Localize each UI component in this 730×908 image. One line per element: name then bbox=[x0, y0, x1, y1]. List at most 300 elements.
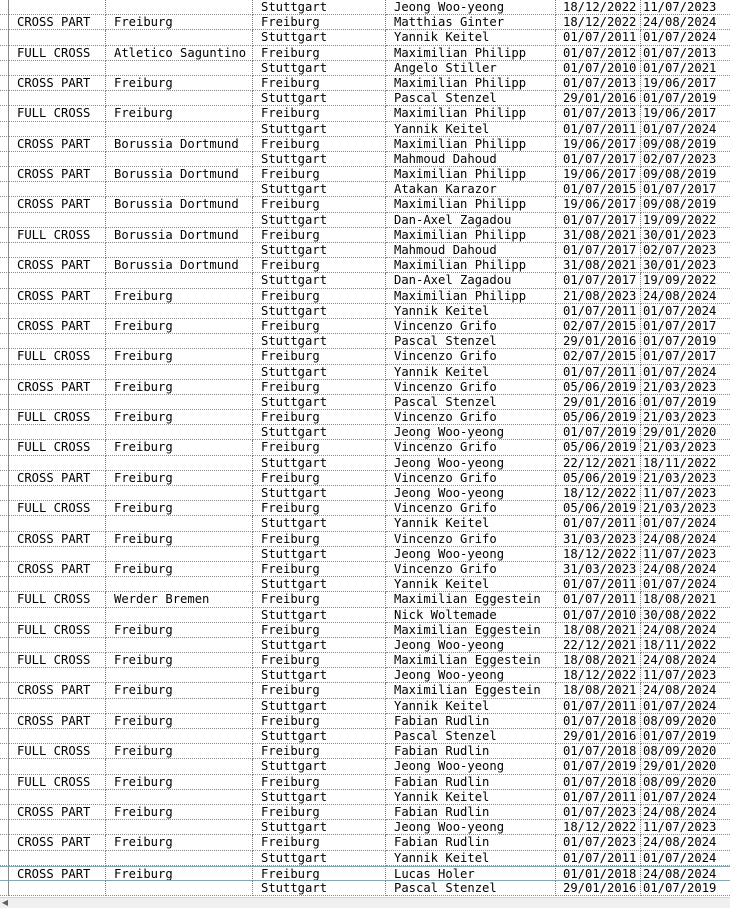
team-cell[interactable] bbox=[106, 273, 253, 288]
end-date-cell[interactable]: 01/07/2024 bbox=[641, 577, 730, 592]
team-cell[interactable]: Freiburg bbox=[106, 76, 253, 91]
row-header[interactable] bbox=[0, 683, 9, 698]
team-cell[interactable] bbox=[106, 668, 253, 683]
player-cell[interactable]: Dan-Axel Zagadou bbox=[386, 273, 556, 288]
team-cell[interactable]: Freiburg bbox=[106, 410, 253, 425]
start-date-cell[interactable]: 29/01/2016 bbox=[556, 729, 641, 744]
table-row[interactable] bbox=[0, 638, 730, 653]
table-row[interactable] bbox=[0, 122, 730, 137]
club-cell[interactable]: Freiburg bbox=[253, 562, 386, 577]
club-cell[interactable]: Stuttgart bbox=[253, 881, 386, 896]
team-cell[interactable]: Borussia Dortmund bbox=[106, 258, 253, 273]
end-date-cell[interactable]: 18/11/2022 bbox=[641, 456, 730, 471]
row-header[interactable] bbox=[0, 197, 9, 212]
table-row[interactable] bbox=[0, 851, 730, 866]
end-date-cell[interactable]: 01/07/2017 bbox=[641, 349, 730, 364]
row-header[interactable] bbox=[0, 91, 9, 106]
end-date-cell[interactable]: 01/07/2013 bbox=[641, 46, 730, 61]
start-date-cell[interactable]: 18/12/2022 bbox=[556, 547, 641, 562]
table-row[interactable] bbox=[0, 729, 730, 744]
end-date-cell[interactable]: 11/07/2023 bbox=[641, 0, 730, 15]
table-row[interactable] bbox=[0, 759, 730, 774]
team-cell[interactable] bbox=[106, 577, 253, 592]
start-date-cell[interactable]: 01/07/2017 bbox=[556, 213, 641, 228]
club-cell[interactable]: Freiburg bbox=[253, 197, 386, 212]
team-cell[interactable] bbox=[106, 30, 253, 45]
player-cell[interactable]: Vincenzo Grifo bbox=[386, 440, 556, 455]
team-cell[interactable]: Freiburg bbox=[106, 532, 253, 547]
start-date-cell[interactable]: 31/03/2023 bbox=[556, 532, 641, 547]
row-header[interactable] bbox=[0, 729, 9, 744]
player-cell[interactable]: Jeong Woo-yeong bbox=[386, 820, 556, 835]
cross-type-cell[interactable]: CROSS PART bbox=[9, 15, 106, 30]
player-cell[interactable]: Jeong Woo-yeong bbox=[386, 486, 556, 501]
start-date-cell[interactable]: 01/07/2012 bbox=[556, 46, 641, 61]
end-date-cell[interactable]: 21/03/2023 bbox=[641, 471, 730, 486]
start-date-cell[interactable]: 01/07/2010 bbox=[556, 61, 641, 76]
player-cell[interactable]: Matthias Ginter bbox=[386, 15, 556, 30]
end-date-cell[interactable]: 01/07/2024 bbox=[641, 516, 730, 531]
club-cell[interactable]: Stuttgart bbox=[253, 425, 386, 440]
player-cell[interactable]: Jeong Woo-yeong bbox=[386, 638, 556, 653]
team-cell[interactable] bbox=[106, 122, 253, 137]
club-cell[interactable]: Stuttgart bbox=[253, 30, 386, 45]
start-date-cell[interactable]: 22/12/2021 bbox=[556, 638, 641, 653]
team-cell[interactable] bbox=[106, 456, 253, 471]
team-cell[interactable]: Borussia Dortmund bbox=[106, 137, 253, 152]
row-header[interactable] bbox=[0, 456, 9, 471]
start-date-cell[interactable]: 02/07/2015 bbox=[556, 349, 641, 364]
row-header[interactable] bbox=[0, 289, 9, 304]
row-header[interactable] bbox=[0, 532, 9, 547]
row-header[interactable] bbox=[0, 76, 9, 91]
end-date-cell[interactable]: 21/03/2023 bbox=[641, 410, 730, 425]
cross-type-cell[interactable] bbox=[9, 759, 106, 774]
player-cell[interactable]: Yannik Keitel bbox=[386, 122, 556, 137]
row-header[interactable] bbox=[0, 851, 9, 866]
player-cell[interactable]: Vincenzo Grifo bbox=[386, 410, 556, 425]
row-header[interactable] bbox=[0, 668, 9, 683]
start-date-cell[interactable]: 29/01/2016 bbox=[556, 395, 641, 410]
table-row[interactable] bbox=[0, 304, 730, 319]
club-cell[interactable]: Freiburg bbox=[253, 15, 386, 30]
club-cell[interactable]: Stuttgart bbox=[253, 273, 386, 288]
player-cell[interactable]: Fabian Rudlin bbox=[386, 775, 556, 790]
end-date-cell[interactable]: 24/08/2024 bbox=[641, 289, 730, 304]
table-row[interactable] bbox=[0, 547, 730, 562]
player-cell[interactable]: Yannik Keitel bbox=[386, 365, 556, 380]
table-row[interactable] bbox=[0, 699, 730, 714]
player-cell[interactable]: Vincenzo Grifo bbox=[386, 501, 556, 516]
start-date-cell[interactable]: 18/12/2022 bbox=[556, 486, 641, 501]
row-header[interactable] bbox=[0, 122, 9, 137]
end-date-cell[interactable]: 01/07/2017 bbox=[641, 319, 730, 334]
player-cell[interactable]: Yannik Keitel bbox=[386, 851, 556, 866]
row-header[interactable] bbox=[0, 0, 9, 15]
end-date-cell[interactable]: 24/08/2024 bbox=[641, 532, 730, 547]
cross-type-cell[interactable]: CROSS PART bbox=[9, 714, 106, 729]
row-header[interactable] bbox=[0, 820, 9, 835]
club-cell[interactable]: Freiburg bbox=[253, 775, 386, 790]
table-row[interactable] bbox=[0, 881, 730, 896]
club-cell[interactable]: Freiburg bbox=[253, 46, 386, 61]
player-cell[interactable]: Maximilian Eggestein bbox=[386, 592, 556, 607]
end-date-cell[interactable]: 01/07/2024 bbox=[641, 851, 730, 866]
table-row[interactable] bbox=[0, 152, 730, 167]
player-cell[interactable]: Maximilian Philipp bbox=[386, 76, 556, 91]
end-date-cell[interactable]: 01/07/2019 bbox=[641, 881, 730, 896]
player-cell[interactable]: Fabian Rudlin bbox=[386, 744, 556, 759]
end-date-cell[interactable]: 09/08/2019 bbox=[641, 167, 730, 182]
row-header[interactable] bbox=[0, 440, 9, 455]
cross-type-cell[interactable] bbox=[9, 334, 106, 349]
team-cell[interactable] bbox=[106, 820, 253, 835]
player-cell[interactable]: Angelo Stiller bbox=[386, 61, 556, 76]
start-date-cell[interactable]: 01/07/2018 bbox=[556, 714, 641, 729]
club-cell[interactable]: Freiburg bbox=[253, 623, 386, 638]
team-cell[interactable] bbox=[106, 729, 253, 744]
end-date-cell[interactable]: 21/03/2023 bbox=[641, 440, 730, 455]
row-header[interactable] bbox=[0, 835, 9, 850]
start-date-cell[interactable]: 05/06/2019 bbox=[556, 501, 641, 516]
club-cell[interactable]: Freiburg bbox=[253, 319, 386, 334]
club-cell[interactable]: Freiburg bbox=[253, 683, 386, 698]
team-cell[interactable]: Freiburg bbox=[106, 835, 253, 850]
row-header[interactable] bbox=[0, 775, 9, 790]
row-header[interactable] bbox=[0, 349, 9, 364]
club-cell[interactable]: Stuttgart bbox=[253, 334, 386, 349]
start-date-cell[interactable]: 18/12/2022 bbox=[556, 668, 641, 683]
start-date-cell[interactable]: 19/06/2017 bbox=[556, 137, 641, 152]
start-date-cell[interactable]: 18/12/2022 bbox=[556, 820, 641, 835]
table-row[interactable] bbox=[0, 380, 730, 395]
start-date-cell[interactable]: 02/07/2015 bbox=[556, 319, 641, 334]
team-cell[interactable] bbox=[106, 790, 253, 805]
player-cell[interactable]: Vincenzo Grifo bbox=[386, 319, 556, 334]
team-cell[interactable]: Freiburg bbox=[106, 501, 253, 516]
table-row[interactable] bbox=[0, 258, 730, 273]
row-header[interactable] bbox=[0, 258, 9, 273]
end-date-cell[interactable]: 01/07/2019 bbox=[641, 395, 730, 410]
table-row[interactable] bbox=[0, 228, 730, 243]
cross-type-cell[interactable]: CROSS PART bbox=[9, 532, 106, 547]
end-date-cell[interactable]: 24/08/2024 bbox=[641, 805, 730, 820]
team-cell[interactable]: Freiburg bbox=[106, 744, 253, 759]
row-header[interactable] bbox=[0, 167, 9, 182]
end-date-cell[interactable]: 19/06/2017 bbox=[641, 76, 730, 91]
team-cell[interactable] bbox=[106, 334, 253, 349]
club-cell[interactable]: Stuttgart bbox=[253, 61, 386, 76]
team-cell[interactable]: Freiburg bbox=[106, 319, 253, 334]
start-date-cell[interactable]: 31/08/2021 bbox=[556, 258, 641, 273]
cross-type-cell[interactable] bbox=[9, 30, 106, 45]
cross-type-cell[interactable] bbox=[9, 790, 106, 805]
cross-type-cell[interactable]: FULL CROSS bbox=[9, 592, 106, 607]
cross-type-cell[interactable]: CROSS PART bbox=[9, 289, 106, 304]
team-cell[interactable] bbox=[106, 486, 253, 501]
end-date-cell[interactable]: 11/07/2023 bbox=[641, 668, 730, 683]
player-cell[interactable]: Nick Woltemade bbox=[386, 608, 556, 623]
cross-type-cell[interactable]: CROSS PART bbox=[9, 805, 106, 820]
table-row[interactable] bbox=[0, 197, 730, 212]
team-cell[interactable] bbox=[106, 881, 253, 896]
start-date-cell[interactable]: 18/08/2021 bbox=[556, 653, 641, 668]
end-date-cell[interactable]: 30/01/2023 bbox=[641, 228, 730, 243]
club-cell[interactable]: Freiburg bbox=[253, 744, 386, 759]
row-header[interactable] bbox=[0, 46, 9, 61]
team-cell[interactable]: Freiburg bbox=[106, 106, 253, 121]
end-date-cell[interactable]: 24/08/2024 bbox=[641, 562, 730, 577]
table-row[interactable] bbox=[0, 137, 730, 152]
player-cell[interactable]: Maximilian Eggestein bbox=[386, 683, 556, 698]
player-cell[interactable]: Vincenzo Grifo bbox=[386, 380, 556, 395]
end-date-cell[interactable]: 11/07/2023 bbox=[641, 820, 730, 835]
cross-type-cell[interactable]: FULL CROSS bbox=[9, 106, 106, 121]
cross-type-cell[interactable] bbox=[9, 91, 106, 106]
cross-type-cell[interactable] bbox=[9, 668, 106, 683]
player-cell[interactable]: Jeong Woo-yeong bbox=[386, 456, 556, 471]
cross-type-cell[interactable] bbox=[9, 881, 106, 896]
cross-type-cell[interactable]: CROSS PART bbox=[9, 866, 106, 881]
row-header[interactable] bbox=[0, 562, 9, 577]
row-header[interactable] bbox=[0, 334, 9, 349]
row-header[interactable] bbox=[0, 486, 9, 501]
table-row[interactable] bbox=[0, 532, 730, 547]
start-date-cell[interactable]: 01/01/2018 bbox=[556, 866, 641, 881]
row-header[interactable] bbox=[0, 744, 9, 759]
table-row[interactable] bbox=[0, 61, 730, 76]
team-cell[interactable]: Freiburg bbox=[106, 380, 253, 395]
club-cell[interactable]: Stuttgart bbox=[253, 456, 386, 471]
table-row[interactable] bbox=[0, 805, 730, 820]
start-date-cell[interactable]: 31/08/2021 bbox=[556, 228, 641, 243]
club-cell[interactable]: Freiburg bbox=[253, 805, 386, 820]
table-row[interactable] bbox=[0, 106, 730, 121]
player-cell[interactable]: Jeong Woo-yeong bbox=[386, 425, 556, 440]
table-row[interactable] bbox=[0, 486, 730, 501]
start-date-cell[interactable]: 01/07/2011 bbox=[556, 30, 641, 45]
row-header[interactable] bbox=[0, 623, 9, 638]
row-header[interactable] bbox=[0, 790, 9, 805]
club-cell[interactable]: Stuttgart bbox=[253, 486, 386, 501]
table-row[interactable] bbox=[0, 213, 730, 228]
team-cell[interactable] bbox=[106, 851, 253, 866]
table-row[interactable] bbox=[0, 91, 730, 106]
cross-type-cell[interactable]: FULL CROSS bbox=[9, 775, 106, 790]
start-date-cell[interactable]: 01/07/2011 bbox=[556, 516, 641, 531]
row-header[interactable] bbox=[0, 15, 9, 30]
cross-type-cell[interactable] bbox=[9, 152, 106, 167]
table-row[interactable] bbox=[0, 592, 730, 607]
player-cell[interactable]: Mahmoud Dahoud bbox=[386, 243, 556, 258]
end-date-cell[interactable]: 08/09/2020 bbox=[641, 744, 730, 759]
player-cell[interactable]: Yannik Keitel bbox=[386, 304, 556, 319]
player-cell[interactable]: Vincenzo Grifo bbox=[386, 471, 556, 486]
row-header[interactable] bbox=[0, 182, 9, 197]
end-date-cell[interactable]: 02/07/2023 bbox=[641, 152, 730, 167]
cross-type-cell[interactable]: CROSS PART bbox=[9, 683, 106, 698]
start-date-cell[interactable]: 01/07/2011 bbox=[556, 699, 641, 714]
club-cell[interactable]: Stuttgart bbox=[253, 699, 386, 714]
row-header[interactable] bbox=[0, 866, 9, 881]
row-header[interactable] bbox=[0, 881, 9, 896]
table-row[interactable] bbox=[0, 319, 730, 334]
cross-type-cell[interactable] bbox=[9, 577, 106, 592]
end-date-cell[interactable]: 09/08/2019 bbox=[641, 137, 730, 152]
end-date-cell[interactable]: 08/09/2020 bbox=[641, 775, 730, 790]
team-cell[interactable]: Freiburg bbox=[106, 15, 253, 30]
player-cell[interactable]: Maximilian Philipp bbox=[386, 137, 556, 152]
start-date-cell[interactable]: 01/07/2017 bbox=[556, 273, 641, 288]
row-header[interactable] bbox=[0, 319, 9, 334]
team-cell[interactable]: Freiburg bbox=[106, 805, 253, 820]
end-date-cell[interactable]: 19/09/2022 bbox=[641, 213, 730, 228]
row-header[interactable] bbox=[0, 304, 9, 319]
start-date-cell[interactable]: 01/07/2018 bbox=[556, 744, 641, 759]
team-cell[interactable] bbox=[106, 516, 253, 531]
table-row[interactable] bbox=[0, 790, 730, 805]
end-date-cell[interactable]: 24/08/2024 bbox=[641, 866, 730, 881]
row-header[interactable] bbox=[0, 501, 9, 516]
table-row[interactable] bbox=[0, 76, 730, 91]
end-date-cell[interactable]: 29/01/2020 bbox=[641, 425, 730, 440]
cross-type-cell[interactable] bbox=[9, 61, 106, 76]
club-cell[interactable]: Freiburg bbox=[253, 349, 386, 364]
row-header[interactable] bbox=[0, 759, 9, 774]
cross-type-cell[interactable]: FULL CROSS bbox=[9, 410, 106, 425]
start-date-cell[interactable]: 18/08/2021 bbox=[556, 683, 641, 698]
team-cell[interactable]: Borussia Dortmund bbox=[106, 167, 253, 182]
cross-type-cell[interactable]: FULL CROSS bbox=[9, 440, 106, 455]
team-cell[interactable]: Freiburg bbox=[106, 289, 253, 304]
club-cell[interactable]: Stuttgart bbox=[253, 577, 386, 592]
row-header[interactable] bbox=[0, 592, 9, 607]
row-header[interactable] bbox=[0, 805, 9, 820]
start-date-cell[interactable]: 01/07/2010 bbox=[556, 608, 641, 623]
player-cell[interactable]: Fabian Rudlin bbox=[386, 805, 556, 820]
table-row[interactable] bbox=[0, 608, 730, 623]
club-cell[interactable]: Stuttgart bbox=[253, 243, 386, 258]
end-date-cell[interactable]: 30/01/2023 bbox=[641, 258, 730, 273]
team-cell[interactable] bbox=[106, 243, 253, 258]
table-row[interactable] bbox=[0, 30, 730, 45]
player-cell[interactable]: Fabian Rudlin bbox=[386, 714, 556, 729]
player-cell[interactable]: Vincenzo Grifo bbox=[386, 562, 556, 577]
start-date-cell[interactable]: 01/07/2011 bbox=[556, 790, 641, 805]
table-row[interactable] bbox=[0, 349, 730, 364]
cross-type-cell[interactable] bbox=[9, 820, 106, 835]
club-cell[interactable]: Stuttgart bbox=[253, 91, 386, 106]
cross-type-cell[interactable] bbox=[9, 182, 106, 197]
end-date-cell[interactable]: 19/06/2017 bbox=[641, 106, 730, 121]
row-header[interactable] bbox=[0, 410, 9, 425]
table-row[interactable] bbox=[0, 365, 730, 380]
table-row[interactable] bbox=[0, 456, 730, 471]
team-cell[interactable] bbox=[106, 395, 253, 410]
table-row[interactable] bbox=[0, 820, 730, 835]
player-cell[interactable]: Vincenzo Grifo bbox=[386, 532, 556, 547]
table-row[interactable] bbox=[0, 775, 730, 790]
cross-type-cell[interactable]: FULL CROSS bbox=[9, 228, 106, 243]
team-cell[interactable] bbox=[106, 425, 253, 440]
club-cell[interactable]: Stuttgart bbox=[253, 0, 386, 15]
table-row[interactable] bbox=[0, 46, 730, 61]
start-date-cell[interactable]: 01/07/2023 bbox=[556, 835, 641, 850]
start-date-cell[interactable]: 01/07/2019 bbox=[556, 425, 641, 440]
start-date-cell[interactable]: 01/07/2017 bbox=[556, 152, 641, 167]
start-date-cell[interactable]: 01/07/2023 bbox=[556, 805, 641, 820]
cross-type-cell[interactable]: FULL CROSS bbox=[9, 653, 106, 668]
team-cell[interactable] bbox=[106, 638, 253, 653]
end-date-cell[interactable]: 01/07/2019 bbox=[641, 91, 730, 106]
player-cell[interactable]: Maximilian Philipp bbox=[386, 46, 556, 61]
cross-type-cell[interactable] bbox=[9, 0, 106, 15]
cross-type-cell[interactable] bbox=[9, 456, 106, 471]
end-date-cell[interactable]: 01/07/2021 bbox=[641, 61, 730, 76]
row-header[interactable] bbox=[0, 577, 9, 592]
club-cell[interactable]: Stuttgart bbox=[253, 152, 386, 167]
start-date-cell[interactable]: 29/01/2016 bbox=[556, 91, 641, 106]
start-date-cell[interactable]: 01/07/2017 bbox=[556, 243, 641, 258]
start-date-cell[interactable]: 05/06/2019 bbox=[556, 380, 641, 395]
end-date-cell[interactable]: 01/07/2019 bbox=[641, 729, 730, 744]
row-header[interactable] bbox=[0, 365, 9, 380]
club-cell[interactable]: Freiburg bbox=[253, 137, 386, 152]
club-cell[interactable]: Freiburg bbox=[253, 471, 386, 486]
player-cell[interactable]: Maximilian Philipp bbox=[386, 258, 556, 273]
end-date-cell[interactable]: 09/08/2019 bbox=[641, 197, 730, 212]
chevron-left-icon[interactable]: ◀ bbox=[1, 898, 9, 907]
table-row[interactable] bbox=[0, 744, 730, 759]
start-date-cell[interactable]: 18/12/2022 bbox=[556, 15, 641, 30]
end-date-cell[interactable]: 01/07/2024 bbox=[641, 790, 730, 805]
start-date-cell[interactable]: 01/07/2013 bbox=[556, 106, 641, 121]
player-cell[interactable]: Vincenzo Grifo bbox=[386, 349, 556, 364]
table-row[interactable] bbox=[0, 425, 730, 440]
cross-type-cell[interactable] bbox=[9, 729, 106, 744]
club-cell[interactable]: Freiburg bbox=[253, 106, 386, 121]
team-cell[interactable] bbox=[106, 304, 253, 319]
team-cell[interactable] bbox=[106, 182, 253, 197]
club-cell[interactable]: Stuttgart bbox=[253, 213, 386, 228]
row-header[interactable] bbox=[0, 653, 9, 668]
player-cell[interactable]: Yannik Keitel bbox=[386, 516, 556, 531]
table-row[interactable] bbox=[0, 668, 730, 683]
player-cell[interactable]: Fabian Rudlin bbox=[386, 835, 556, 850]
table-row[interactable] bbox=[0, 395, 730, 410]
player-cell[interactable]: Lucas Holer bbox=[386, 866, 556, 881]
team-cell[interactable] bbox=[106, 61, 253, 76]
start-date-cell[interactable]: 18/12/2022 bbox=[556, 0, 641, 15]
cross-type-cell[interactable]: CROSS PART bbox=[9, 197, 106, 212]
cross-type-cell[interactable]: CROSS PART bbox=[9, 167, 106, 182]
club-cell[interactable]: Freiburg bbox=[253, 653, 386, 668]
end-date-cell[interactable]: 24/08/2024 bbox=[641, 835, 730, 850]
table-row[interactable] bbox=[0, 562, 730, 577]
player-cell[interactable]: Jeong Woo-yeong bbox=[386, 759, 556, 774]
row-header[interactable] bbox=[0, 137, 9, 152]
team-cell[interactable]: Freiburg bbox=[106, 471, 253, 486]
end-date-cell[interactable]: 24/08/2024 bbox=[641, 15, 730, 30]
table-row[interactable] bbox=[0, 167, 730, 182]
cross-type-cell[interactable]: FULL CROSS bbox=[9, 744, 106, 759]
team-cell[interactable] bbox=[106, 152, 253, 167]
row-header[interactable] bbox=[0, 380, 9, 395]
club-cell[interactable]: Freiburg bbox=[253, 228, 386, 243]
end-date-cell[interactable]: 30/08/2022 bbox=[641, 608, 730, 623]
table-row[interactable] bbox=[0, 273, 730, 288]
start-date-cell[interactable]: 01/07/2011 bbox=[556, 365, 641, 380]
